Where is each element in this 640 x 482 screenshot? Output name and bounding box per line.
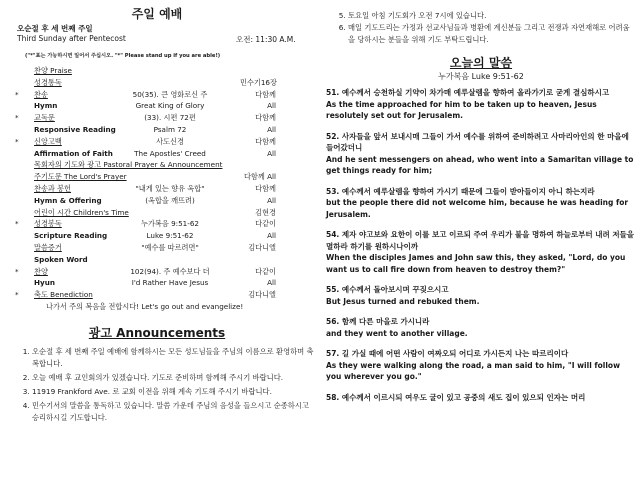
order-item-detail: (33). 시편 72편	[144, 113, 196, 123]
order-row	[0, 100, 314, 112]
verse	[326, 87, 636, 122]
order-item-leader: 김다니엘	[248, 290, 276, 300]
order-item-leader: All	[267, 124, 276, 134]
order-item-name: 찬송과 봉헌	[34, 183, 72, 193]
order-item-detail: 102(94). 주 예수보다 더	[130, 266, 210, 276]
stand-marker: *	[15, 136, 19, 146]
verse-english: When the disciples James and John saw this, they asked, "Lord, do you want us to call fire down from heaven to destroy them?"	[326, 253, 626, 274]
announcements-list	[0, 346, 314, 424]
verse	[326, 348, 636, 383]
order-item-leader: 다함께	[255, 89, 276, 99]
verse	[326, 392, 636, 404]
order-item-name: 어린이 시간 Children's Time	[34, 207, 129, 217]
order-item-name: Hymn	[34, 101, 58, 111]
order-row	[0, 289, 314, 301]
order-item-name: 교독문	[34, 113, 55, 123]
order-item-leader: All	[267, 195, 276, 205]
order-item-detail: Luke 9:51-62	[146, 231, 194, 241]
verse-korean: 57. 길 가실 때에 어떤 사람이 여짜오되 어디로 가시든지 나는 따르리이다	[326, 349, 569, 358]
order-item-name: Spoken Word	[34, 254, 88, 264]
announcement-item: 3. 11919 Frankford Ave. 로 교회 이전을 위해 계속 기도해 주시기 바랍니다.	[32, 386, 314, 398]
order-row	[0, 254, 314, 266]
order-row	[0, 159, 314, 171]
order-item-name: 찬양 Praise	[34, 66, 72, 75]
order-row	[0, 195, 314, 207]
order-row	[0, 89, 314, 101]
verse-english: And he sent messengers on ahead, who went into a Samaritan village to get things ready for him;	[326, 154, 634, 175]
order-row	[0, 218, 314, 230]
closing-line: 나가서 주의 복음을 전합시다! Let's go out and evangelize!	[46, 301, 244, 311]
order-item-name: Responsive Reading	[34, 124, 116, 134]
order-item-name: 찬양	[34, 266, 48, 276]
order-item-leader: 다같이	[255, 219, 276, 229]
left-column	[0, 0, 314, 426]
right-column	[326, 0, 636, 412]
verse	[326, 229, 636, 275]
verse-korean: 58. 예수께서 이르시되 여우도 굴이 있고 공중의 새도 집이 있으되 인자는 머리	[326, 392, 586, 402]
service-title: 주일 예배	[131, 7, 183, 21]
service-time: 오전: 11:30 A.M.	[236, 35, 296, 44]
announcement-item: 4. 민수기서의 말씀을 통독하고 있습니다. 말씀 가운데 주님의 음성을 들으시고 순종하시고 승리하시길 기도합니다.	[32, 400, 314, 424]
stand-marker: *	[15, 89, 19, 99]
order-row	[0, 136, 314, 148]
verses	[326, 87, 636, 403]
announcement-item: 2. 오늘 예배 후 교인회의가 있겠습니다. 기도로 준비하며 함께해 주시기 바랍니다.	[32, 372, 314, 384]
order-item-name: 주기도문 The Lord's Prayer	[34, 172, 127, 182]
order-item-detail: 사도신경	[156, 136, 184, 146]
order-row	[0, 207, 314, 219]
verse	[326, 284, 636, 307]
order-row	[0, 171, 314, 183]
order-row	[0, 266, 314, 278]
order-item-detail: 50(35). 큰 영화로신 주	[132, 89, 208, 99]
stand-marker: *	[15, 219, 19, 229]
stand-marker: *	[15, 113, 19, 123]
order-row	[0, 183, 314, 195]
order-item-detail: (옥합을 깨뜨려)	[145, 195, 195, 205]
order-item-name: Hyun	[34, 278, 55, 288]
order-item-leader: All	[267, 278, 276, 288]
stand-marker: *	[15, 266, 19, 276]
announcement-item: 1. 오순절 후 세 번째 주일 예배에 함께하시는 모든 성도님들을 주님의 이름으로 환영하며 축복합니다.	[32, 346, 314, 370]
order-item-name: Hymn & Offering	[34, 195, 102, 205]
order-item-name: 말씀증거	[34, 242, 62, 252]
order-item-name: 성경봉독	[34, 219, 62, 229]
order-item-leader: 김다니엘	[248, 242, 276, 252]
order-item-detail: "내게 있는 향유 옥합"	[135, 183, 205, 193]
verse-korean: 51. 예수께서 승천하실 기약이 차가매 예루살렘을 향하여 올라가기로 굳게 결심하시고	[326, 88, 610, 97]
verse	[326, 186, 636, 221]
order-item-name: Scripture Reading	[34, 231, 108, 241]
order-item-name: 신앙고백	[34, 136, 62, 146]
verse-english: but the people there did not welcome him, because he was heading for Jerusalem.	[326, 198, 629, 219]
order-row	[0, 112, 314, 124]
verse-korean: 52. 사자들을 앞서 보내시매 그들이 가서 예수를 위하여 준비하려고 사마리아인의 한 마을에 들어갔더니	[326, 131, 629, 152]
order-item-leader: 민수기16장	[240, 77, 277, 87]
verse-english: As they were walking along the road, a man said to him, "I will follow you wherever you go."	[326, 360, 621, 381]
order-item-leader: All	[267, 101, 276, 111]
order-row	[0, 65, 314, 77]
order-item-leader: All	[267, 148, 276, 158]
word-header	[326, 54, 636, 82]
announcements-title: 광고 Announcements	[88, 325, 226, 340]
stand-marker: *	[15, 290, 19, 300]
verse	[326, 131, 636, 177]
order-item-detail: Great King of Glory	[135, 101, 205, 111]
verse-korean: 54. 제자 야고보와 요한이 이를 보고 이르되 주여 우리가 불을 명하여 하늘로부터 내려 저들을 멸하라 하기를 원하시나이까	[326, 230, 635, 251]
order-item-leader: All	[267, 231, 276, 241]
verse-korean: 53. 예수께서 예루살렘을 향하여 가시기 때문에 그들이 받아들이지 아니 하는지라	[326, 186, 595, 196]
order-item-name: 성경통독	[34, 77, 62, 87]
order-item-leader: 다함께	[255, 136, 276, 146]
verse-korean: 55. 예수께서 돌아보시며 꾸짖으시고	[326, 285, 449, 294]
order-item-leader: 다함께 All	[243, 172, 276, 182]
order-item-detail: The Apostles' Creed	[134, 148, 206, 158]
order-item-detail: 누가복음 9:51-62	[141, 219, 199, 229]
order-item-detail: Psalm 72	[153, 124, 187, 134]
order-item-detail: "예수를 따르려면"	[141, 242, 199, 252]
order-item-name: Affirmation of Faith	[34, 148, 113, 158]
verse-english: But Jesus turned and rebuked them.	[326, 296, 480, 306]
verse	[326, 316, 636, 339]
order-item-name: 목회자의 기도와 광고 Pastoral Prayer & Announcement	[34, 160, 223, 170]
word-reference: 누가복음 Luke 9:51-62	[438, 72, 524, 81]
service-header	[0, 22, 314, 44]
announcements-continued	[326, 10, 636, 46]
stand-notice: ("*"표는 가능하시면 일어서 주십시오. "*" Please stand up if you are able!)	[25, 53, 221, 59]
word-title: 오늘의 말씀	[449, 56, 513, 70]
order-item-leader: 다함께	[255, 113, 276, 123]
order-item-leader: 김현경	[255, 207, 276, 217]
order-of-worship	[0, 65, 314, 301]
order-item-name: 찬송	[34, 89, 48, 99]
announcement-item: 6. 매일 기도드리는 가정과 선교사님들과 병환에 계신분들 그리고 전쟁과 자연재해로 어려움을 당하시는 분들을 위해 기도 부탁드립니다.	[348, 22, 636, 46]
service-subtitle-ko: 오순절 후 세 번째 주일	[17, 24, 93, 33]
verse-korean: 56. 함께 다른 마을로 가시니라	[326, 317, 430, 326]
verse-english: and they went to another village.	[326, 328, 468, 338]
order-row	[0, 242, 314, 254]
order-item-detail: I'd Rather Have Jesus	[131, 278, 209, 288]
order-item-leader: 다같이	[255, 266, 276, 276]
service-subtitle-en: Third Sunday after Pentecost	[17, 34, 126, 43]
order-row	[0, 230, 314, 242]
order-row	[0, 148, 314, 160]
order-row	[0, 77, 314, 89]
order-item-name: 축도 Benediction	[34, 290, 93, 300]
order-row	[0, 277, 314, 289]
announcement-item: 5. 토요일 아침 기도회가 오전 7시에 있습니다.	[348, 10, 636, 22]
order-item-leader: 다함께	[255, 183, 276, 193]
order-row	[0, 124, 314, 136]
verse-english: As the time approached for him to be taken up to heaven, Jesus resolutely set out for Jerusalem.	[326, 99, 597, 120]
